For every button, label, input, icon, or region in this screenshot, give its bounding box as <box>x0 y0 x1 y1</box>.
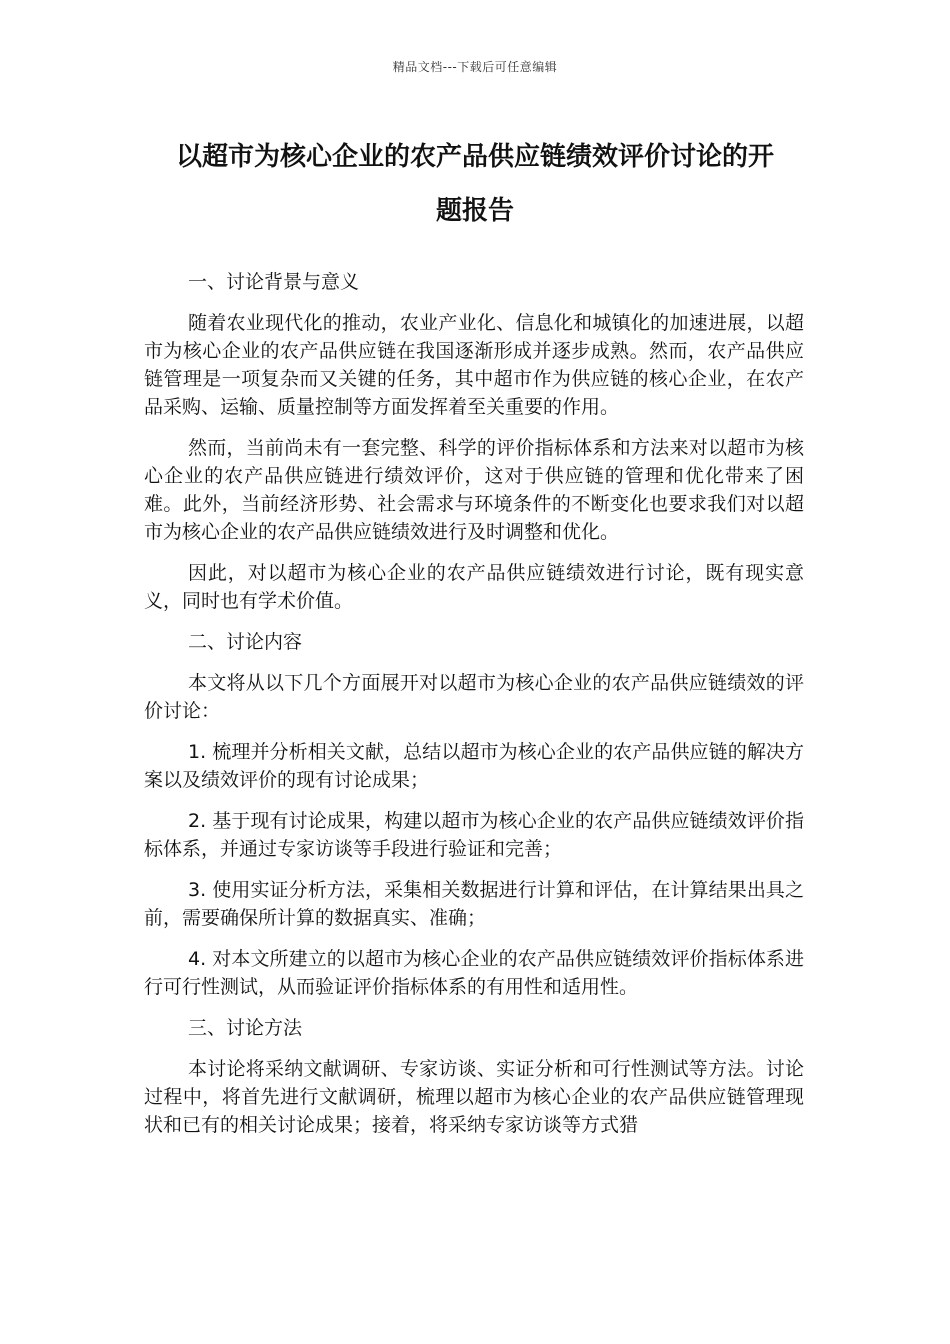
section-heading-content: 二、讨论内容 <box>188 631 303 653</box>
list-item: 2. 基于现有讨论成果，构建以超市为核心企业的农产品供应链绩效评价指标体系，并通过专家访谈等手段进行验证和完善； <box>144 810 804 860</box>
list-item: 1. 梳理并分析相关文献，总结以超市为核心企业的农产品供应链的解决方案以及绩效评价的现有讨论成果； <box>144 741 804 791</box>
paragraph: 然而，当前尚未有一套完整、科学的评价指标体系和方法来对以超市为核心企业的农产品供应链进行绩效评价，这对于供应链的管理和优化带来了困难。此外，当前经济形势、社会需求与环境条件的不断变化也要求我们对以超市为核心企业的农产品供应链绩效进行及时调整和优化。 <box>144 437 804 543</box>
section-heading-background: 一、讨论背景与意义 <box>188 271 360 293</box>
paragraph: 本讨论将采纳文献调研、专家访谈、实证分析和可行性测试等方法。讨论过程中，将首先进行文献调研，梳理以超市为核心企业的农产品供应链管理现状和已有的相关讨论成果；接着，将采纳专家访谈等方式猎 <box>144 1058 804 1136</box>
list-item: 4. 对本文所建立的以超市为核心企业的农产品供应链绩效评价指标体系进行可行性测试，从而验证评价指标体系的有用性和适用性。 <box>144 948 804 998</box>
header-note: 精品文档---下载后可任意编辑 <box>392 60 558 74</box>
title-line-1: 以超市为核心企业的农产品供应链绩效评价讨论的开 <box>175 142 774 172</box>
paragraph: 随着农业现代化的推动，农业产业化、信息化和城镇化的加速进展，以超市为核心企业的农产品供应链在我国逐渐形成并逐步成熟。然而，农产品供应链管理是一项复杂而又关键的任务，其中超市作为供应链的核心企业，在农产品采购、运输、质量控制等方面发挥着至关重要的作用。 <box>144 312 804 418</box>
list-item: 3. 使用实证分析方法，采集相关数据进行计算和评估，在计算结果出具之前，需要确保所计算的数据真实、准确； <box>144 879 804 929</box>
document-body <box>144 268 804 1152</box>
paragraph: 本文将从以下几个方面展开对以超市为核心企业的农产品供应链绩效的评价讨论： <box>144 672 804 722</box>
title-line-2: 题报告 <box>435 196 514 226</box>
document-title <box>140 130 810 238</box>
section-heading-method: 三、讨论方法 <box>188 1017 303 1039</box>
paragraph: 因此，对以超市为核心企业的农产品供应链绩效进行讨论，既有现实意义，同时也有学术价值。 <box>144 562 804 612</box>
